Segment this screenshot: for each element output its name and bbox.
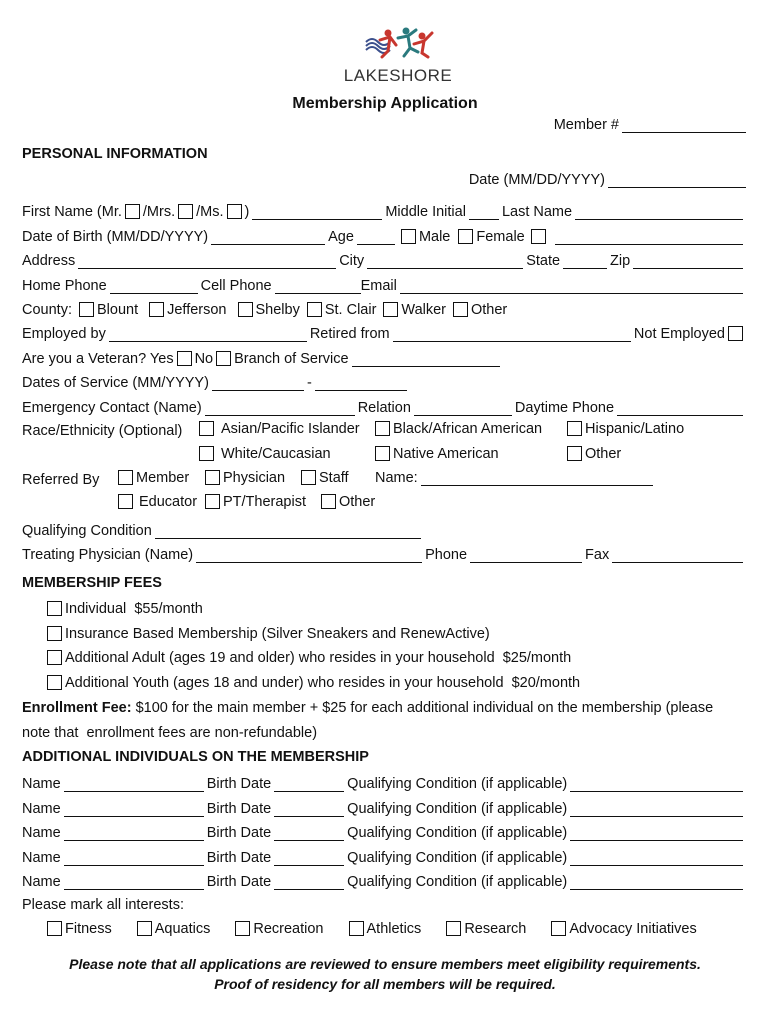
- referred-name: [375, 470, 656, 486]
- male-label: Male: [418, 229, 451, 245]
- home-phone-label: Home Phone: [22, 278, 107, 294]
- interest-aquatics-checkbox[interactable]: [137, 921, 152, 936]
- male-checkbox[interactable]: [401, 229, 416, 244]
- daytime-phone-field[interactable]: [617, 401, 743, 416]
- relation-label: Relation: [357, 400, 411, 416]
- service-dates-row: [22, 371, 746, 391]
- additional-birth-label: Birth Date: [206, 800, 272, 817]
- other-gender-checkbox[interactable]: [531, 229, 546, 244]
- referred-other-checkbox[interactable]: [321, 494, 336, 509]
- county-shelby-label: Shelby: [255, 302, 300, 318]
- daytime-phone-label: Daytime Phone: [514, 400, 615, 416]
- county-blount-label: Blount: [96, 302, 139, 318]
- additional-condition-label: Qualifying Condition (if applicable): [347, 849, 568, 866]
- referred-staff-checkbox[interactable]: [301, 470, 316, 485]
- race-other-label: Other: [585, 446, 622, 462]
- female-label: Female: [476, 229, 525, 245]
- enrollment-fee-line1: [22, 700, 713, 716]
- county-jefferson-label: Jefferson: [167, 302, 227, 318]
- additional-birth-field[interactable]: [274, 826, 344, 841]
- additional-row: [22, 772, 746, 792]
- county-stclair-checkbox[interactable]: [307, 302, 322, 317]
- date-row: [469, 172, 746, 188]
- veteran-no-label: No: [194, 351, 214, 367]
- enrollment-fee-text: $100 for the main member + $25 for each additional individual on the membership (please: [131, 700, 714, 716]
- branch-label: Branch of Service: [234, 351, 349, 367]
- veteran-no-checkbox[interactable]: [216, 351, 231, 366]
- close-paren: ): [244, 204, 250, 220]
- fee-insurance: [44, 626, 490, 642]
- additional-row: [22, 797, 746, 817]
- zip-field[interactable]: [633, 254, 743, 269]
- race-label: Race/Ethnicity (Optional): [22, 423, 183, 439]
- home-phone-field[interactable]: [110, 279, 198, 294]
- interest-research-label: Research: [464, 921, 527, 937]
- logo-figures-icon: [326, 24, 470, 60]
- physician-phone-field[interactable]: [470, 548, 582, 563]
- first-name-field[interactable]: [252, 205, 382, 220]
- other-gender-field[interactable]: [555, 230, 743, 245]
- additional-birth-field[interactable]: [274, 851, 344, 866]
- enrollment-fee-label: Enrollment Fee:: [22, 700, 132, 716]
- mrs-checkbox[interactable]: [178, 204, 193, 219]
- county-other-label: Other: [471, 302, 508, 318]
- zip-label: Zip: [610, 253, 631, 269]
- relation-field[interactable]: [414, 401, 512, 416]
- dob-label: Date of Birth (MM/DD/YYYY): [22, 229, 209, 245]
- interest-athletics: [346, 921, 422, 937]
- additional-condition-field[interactable]: [570, 875, 743, 890]
- additional-condition-field[interactable]: [570, 802, 743, 817]
- interest-advocacy-label: Advocacy Initiatives: [569, 921, 697, 937]
- referred-physician: [202, 470, 285, 486]
- date-label: Date (MM/DD/YYYY): [468, 172, 605, 188]
- referred-other: [318, 494, 375, 510]
- race-asian-checkbox[interactable]: [199, 421, 214, 436]
- age-field[interactable]: [357, 230, 395, 245]
- section-personal: PERSONAL INFORMATION: [22, 146, 208, 162]
- additional-name-label: Name: [22, 849, 61, 866]
- last-name-field[interactable]: [575, 205, 743, 220]
- member-number-label: Member #: [553, 117, 619, 133]
- county-blount-checkbox[interactable]: [79, 302, 94, 317]
- interest-aquatics: [134, 921, 211, 937]
- race-hispanic-checkbox[interactable]: [567, 421, 582, 436]
- additional-birth-field[interactable]: [274, 875, 344, 890]
- additional-birth-field[interactable]: [274, 802, 344, 817]
- additional-name-field[interactable]: [64, 826, 204, 841]
- age-label: Age: [328, 229, 354, 245]
- referred-pt-label: PT/Therapist: [223, 494, 306, 510]
- referred-educator-label: Educator: [139, 494, 198, 510]
- race-black: [372, 421, 542, 437]
- name-row: [22, 200, 746, 220]
- dob-row: [22, 225, 746, 245]
- additional-name-label: Name: [22, 776, 61, 792]
- cell-phone-field[interactable]: [275, 279, 361, 294]
- additional-condition-label: Qualifying Condition (if applicable): [347, 800, 568, 817]
- fee-youth-label: Additional Youth (ages 18 and under) who resides in your household $20/month: [65, 675, 581, 691]
- fee-insurance-label: Insurance Based Membership (Silver Sneakers and RenewActive): [65, 626, 490, 642]
- interest-fitness-label: Fitness: [65, 921, 112, 937]
- state-label: State: [526, 253, 561, 269]
- additional-name-field[interactable]: [64, 875, 204, 890]
- referred-member-label: Member: [136, 470, 190, 486]
- additional-birth-field[interactable]: [274, 777, 344, 792]
- additional-name-field[interactable]: [64, 777, 204, 792]
- additional-name-field[interactable]: [64, 802, 204, 817]
- middle-initial-label: Middle Initial: [385, 204, 466, 220]
- county-jefferson-checkbox[interactable]: [149, 302, 164, 317]
- interest-advocacy-checkbox[interactable]: [551, 921, 566, 936]
- fee-individual: [44, 601, 203, 617]
- race-white-checkbox[interactable]: [199, 446, 214, 461]
- service-end-field[interactable]: [315, 376, 407, 391]
- physician-fax-field[interactable]: [612, 548, 743, 563]
- additional-row: [22, 846, 746, 866]
- member-number-field[interactable]: [622, 118, 746, 133]
- race-asian-label: Asian/Pacific Islander: [221, 421, 360, 437]
- race-native-checkbox[interactable]: [375, 446, 390, 461]
- emergency-row: [22, 396, 746, 416]
- footer-note-2: Proof of residency for all members will be required.: [214, 976, 556, 992]
- cell-phone-label: Cell Phone: [200, 278, 272, 294]
- additional-row: [22, 870, 746, 890]
- not-employed-checkbox[interactable]: [728, 326, 743, 341]
- member-number: [554, 117, 746, 133]
- race-black-checkbox[interactable]: [375, 421, 390, 436]
- interest-recreation-label: Recreation: [253, 921, 324, 937]
- referred-educator-checkbox[interactable]: [118, 494, 133, 509]
- middle-initial-field[interactable]: [469, 205, 499, 220]
- referred-staff: [298, 470, 349, 486]
- referred-other-label: Other: [339, 494, 376, 510]
- form-title: Membership Application: [292, 95, 478, 112]
- interest-athletics-label: Athletics: [366, 921, 422, 937]
- referred-physician-label: Physician: [223, 470, 286, 486]
- fee-individual-label: Individual $55/month: [65, 601, 203, 617]
- retired-from-field[interactable]: [393, 327, 631, 342]
- veteran-label: Are you a Veteran? Yes: [22, 351, 174, 367]
- email-label: Email: [360, 278, 397, 294]
- referred-label: Referred By: [22, 472, 100, 488]
- fee-insurance-checkbox[interactable]: [47, 626, 62, 641]
- phone-row: [22, 274, 746, 294]
- county-label: County:: [22, 302, 72, 318]
- service-start-field[interactable]: [212, 376, 304, 391]
- veteran-row: [22, 347, 746, 367]
- retired-from-label: Retired from: [309, 326, 390, 342]
- physician-label: Treating Physician (Name): [22, 547, 194, 563]
- referred-staff-label: Staff: [319, 470, 349, 486]
- referred-member-checkbox[interactable]: [118, 470, 133, 485]
- footer-note-1: Please note that all applications are reviewed to ensure members meet eligibility requirements.: [69, 956, 701, 972]
- race-hispanic: [564, 421, 684, 437]
- race-black-label: Black/African American: [393, 421, 543, 437]
- date-field[interactable]: [608, 173, 746, 188]
- county-row: [22, 298, 746, 318]
- additional-condition-label: Qualifying Condition (if applicable): [347, 776, 568, 792]
- additional-condition-field[interactable]: [570, 777, 743, 792]
- physician-fax-label: Fax: [585, 547, 610, 563]
- race-other: [564, 446, 621, 462]
- not-employed-label: Not Employed: [633, 326, 725, 342]
- interest-recreation-checkbox[interactable]: [235, 921, 250, 936]
- state-field[interactable]: [563, 254, 607, 269]
- employed-by-field[interactable]: [109, 327, 307, 342]
- referred-educator: [115, 494, 197, 510]
- fee-youth-checkbox[interactable]: [47, 675, 62, 690]
- interest-research: [443, 921, 526, 937]
- county-walker-label: Walker: [401, 302, 446, 318]
- interest-advocacy: [548, 921, 696, 937]
- section-fees: MEMBERSHIP FEES: [22, 575, 162, 591]
- brand-name: LAKESHORE: [343, 66, 453, 85]
- email-field[interactable]: [400, 279, 743, 294]
- additional-name-field[interactable]: [64, 851, 204, 866]
- physician-row: [22, 543, 746, 563]
- interest-athletics-checkbox[interactable]: [349, 921, 364, 936]
- physician-field[interactable]: [196, 548, 422, 563]
- additional-condition-label: Qualifying Condition (if applicable): [347, 825, 568, 842]
- first-name-label: First Name (Mr.: [22, 204, 122, 220]
- additional-name-label: Name: [22, 800, 61, 817]
- additional-name-label: Name: [22, 825, 61, 842]
- referred-name-field[interactable]: [421, 471, 653, 486]
- referred-member: [115, 470, 189, 486]
- referred-name-label: Name:: [375, 470, 418, 486]
- dob-field[interactable]: [211, 230, 325, 245]
- interest-fitness: [44, 921, 112, 937]
- additional-condition-label: Qualifying Condition (if applicable): [347, 874, 568, 891]
- fee-adult: [44, 650, 571, 666]
- race-hispanic-label: Hispanic/Latino: [585, 421, 685, 437]
- last-name-label: Last Name: [501, 204, 573, 220]
- race-white: [196, 446, 331, 462]
- section-additional: ADDITIONAL INDIVIDUALS ON THE MEMBERSHIP: [22, 749, 369, 765]
- qualifying-row: [22, 519, 746, 539]
- interests-label: Please mark all interests:: [22, 897, 184, 913]
- additional-birth-label: Birth Date: [206, 849, 272, 866]
- interest-fitness-checkbox[interactable]: [47, 921, 62, 936]
- interest-research-checkbox[interactable]: [446, 921, 461, 936]
- ms-label: /Ms.: [196, 204, 224, 220]
- veteran-yes-checkbox[interactable]: [177, 351, 192, 366]
- ms-checkbox[interactable]: [227, 204, 242, 219]
- additional-condition-field[interactable]: [570, 826, 743, 841]
- enrollment-fee-line2: note that enrollment fees are non-refundable): [22, 725, 318, 741]
- referred-pt: [202, 494, 306, 510]
- address-row: [22, 249, 746, 269]
- county-other-checkbox[interactable]: [453, 302, 468, 317]
- fee-adult-label: Additional Adult (ages 19 and older) who resides in your household $25/month: [65, 650, 572, 666]
- fee-youth: [44, 675, 580, 691]
- county-stclair-label: St. Clair: [324, 302, 377, 318]
- employed-by-label: Employed by: [22, 326, 106, 342]
- race-other-checkbox[interactable]: [567, 446, 582, 461]
- branch-field[interactable]: [352, 352, 500, 367]
- emergency-name-field[interactable]: [205, 401, 355, 416]
- employment-row: [22, 322, 746, 342]
- fee-individual-checkbox[interactable]: [47, 601, 62, 616]
- county-walker-checkbox[interactable]: [383, 302, 398, 317]
- race-native-label: Native American: [393, 446, 499, 462]
- address-field[interactable]: [78, 254, 336, 269]
- interest-aquatics-label: Aquatics: [154, 921, 211, 937]
- address-label: Address: [22, 253, 76, 269]
- referred-pt-checkbox[interactable]: [205, 494, 220, 509]
- interests-row: [44, 921, 697, 937]
- service-dash: -: [306, 375, 312, 391]
- mr-checkbox[interactable]: [125, 204, 140, 219]
- race-native: [372, 446, 499, 462]
- race-asian: [196, 421, 360, 437]
- qualifying-field[interactable]: [155, 524, 421, 539]
- logo: [326, 24, 470, 86]
- physician-phone-label: Phone: [425, 547, 468, 563]
- city-field[interactable]: [367, 254, 523, 269]
- race-white-label: White/Caucasian: [221, 446, 331, 462]
- county-shelby-checkbox[interactable]: [238, 302, 253, 317]
- additional-condition-field[interactable]: [570, 851, 743, 866]
- city-label: City: [339, 253, 365, 269]
- additional-birth-label: Birth Date: [206, 776, 272, 792]
- additional-birth-label: Birth Date: [206, 874, 272, 891]
- additional-birth-label: Birth Date: [206, 825, 272, 842]
- interest-recreation: [232, 921, 323, 937]
- qualifying-label: Qualifying Condition: [22, 523, 152, 539]
- emergency-label: Emergency Contact (Name): [22, 400, 202, 416]
- fee-adult-checkbox[interactable]: [47, 650, 62, 665]
- service-dates-label: Dates of Service (MM/YYYY): [22, 375, 209, 391]
- female-checkbox[interactable]: [458, 229, 473, 244]
- additional-name-label: Name: [22, 874, 61, 891]
- referred-physician-checkbox[interactable]: [205, 470, 220, 485]
- mrs-label: /Mrs.: [142, 204, 176, 220]
- additional-row: [22, 821, 746, 841]
